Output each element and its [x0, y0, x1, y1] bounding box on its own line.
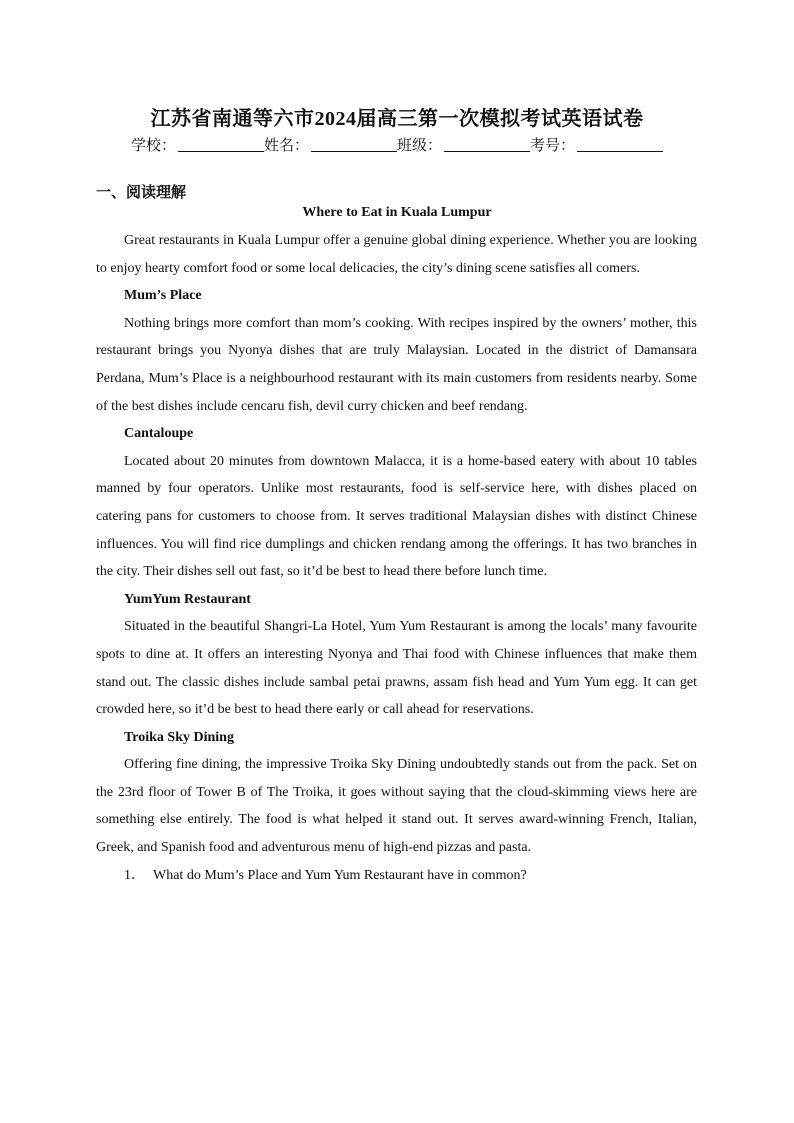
restaurant-heading-mums-place: Mum’s Place: [124, 288, 202, 304]
name-field: [264, 134, 397, 155]
class-field: [397, 134, 530, 155]
exam-number-label: 考号：: [530, 138, 576, 154]
student-info-line: [0, 134, 794, 155]
exam-title: 江苏省南通等六市2024届高三第一次模拟考试英语试卷: [150, 108, 644, 130]
article-title: Where to Eat in Kuala Lumpur: [302, 205, 492, 220]
restaurant-heading-troika: Troika Sky Dining: [124, 729, 234, 745]
school-blank[interactable]: [178, 137, 264, 152]
restaurant-text-cantaloupe: Located about 20 minutes from downtown Malacca, it is a home-based eatery with about 10 tables manned by four operators. Unlike most restaurants, food is self-service here, with dishes placed on catering pans for customers to choose from. It serves traditional Malaysian dishes with distinct Chinese influences. You will find rice dumplings and chicken rendang among the offerings. It has two branches in the city. Their dishes sell out fast, so it’d be best to head there before lunch time.: [96, 453, 697, 580]
article-intro: Great restaurants in Kuala Lumpur offer a genuine global dining experience. Whether you are looking to enjoy hearty comfort food or some local delicacies, the city’s dining scene satisfies all comers.: [96, 233, 697, 276]
name-label: 姓名：: [263, 138, 309, 154]
restaurant-text-yumyum: Situated in the beautiful Shangri-La Hotel, Yum Yum Restaurant is among the locals’ many favourite spots to dine at. It offers an interesting Nyonya and Thai food with Chinese influences that make them stand out. The classic dishes include sambal petai prawns, assam fish head and Yum Yum egg. It can get crowded here, so it’d be best to head there early or call ahead for reservations.: [96, 619, 697, 718]
restaurant-heading-cantaloupe: Cantaloupe: [124, 426, 194, 442]
school-label: 学校：: [130, 138, 176, 154]
question-1: [96, 862, 697, 890]
exam-number-field: [530, 134, 663, 155]
question-text: What do Mum’s Place and Yum Yum Restaurant have in common?: [153, 867, 527, 883]
name-blank[interactable]: [311, 137, 397, 152]
restaurant-text-troika: Offering fine dining, the impressive Troika Sky Dining undoubtedly stands out from the pack. Set on the 23rd floor of Tower B of The Troika, it goes without saying that the cloud-skimming views here are something else entirely. The food is what helped it stand out. It serves award-winning French, Italian, Greek, and Spanish food and adventurous menu of high-end pizzas and pasta.: [96, 757, 697, 856]
article-body: [96, 227, 697, 889]
class-blank[interactable]: [444, 137, 530, 152]
school-field: [131, 134, 264, 155]
restaurant-heading-yumyum: YumYum Restaurant: [124, 591, 251, 607]
section-title: 一、阅读理解: [96, 185, 187, 201]
restaurant-text-mums-place: Nothing brings more comfort than mom’s cooking. With recipes inspired by the owners’ mother, this restaurant brings you Nyonya dishes that are truly Malaysian. Located in the district of Damansara Perdana, Mum’s Place is a neighbourhood restaurant with its main customers from residents nearby. Some of the best dishes include cencaru fish, devil curry chicken and beef rendang.: [96, 315, 697, 414]
exam-number-blank[interactable]: [577, 137, 663, 152]
question-number: 1．: [124, 867, 145, 883]
class-label: 班级：: [397, 138, 443, 154]
